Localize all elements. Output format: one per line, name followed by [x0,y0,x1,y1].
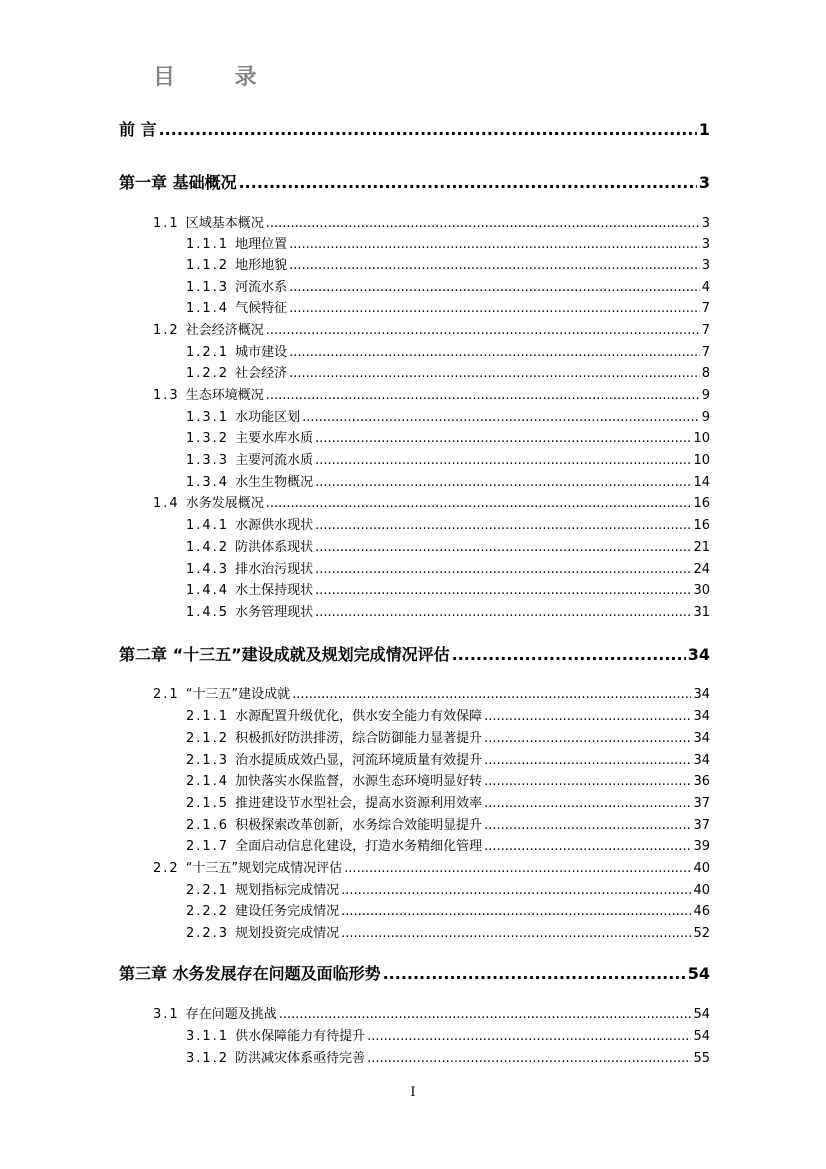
toc-entry-number: 1.3.1 [186,410,230,425]
dot-leader [159,119,697,141]
toc-title: 目 录 [153,65,283,90]
toc-entry-title: 推进建设节水型社会，提高水资源利用效率 [235,796,483,811]
toc-entry-number: 1.3.3 [186,453,230,468]
toc-entry-title: 水务管理现状 [235,605,314,620]
toc-entry-number: 1.3.4 [186,475,230,490]
toc-entry-subsection[interactable] [186,516,710,535]
toc-entry-page: 52 [693,926,710,941]
toc-entry-subsection[interactable] [186,729,710,748]
dot-leader [315,560,691,579]
toc-entry-page: 3 [701,237,710,252]
toc-entry-page: 14 [693,475,710,490]
dot-leader [315,473,691,492]
toc-entry-page: 39 [693,839,710,854]
toc-entry-title: 水土保持现状 [235,583,314,598]
toc-entry-section[interactable] [153,685,710,704]
dot-leader [484,772,691,791]
dot-leader [289,299,700,318]
toc-entry-page: 7 [701,345,710,360]
toc-entry-title: “十三五”建设成就 [185,687,291,702]
dot-leader [484,816,691,835]
dot-leader [367,1027,691,1046]
toc-entry-subsection[interactable] [186,408,710,427]
toc-entry-number: 2.2.2 [186,904,230,919]
toc-entry-page: 10 [693,431,710,446]
toc-entry-subsection[interactable] [186,603,710,622]
toc-entry-title: 水源供水现状 [235,518,314,533]
toc-entry-page: 37 [693,796,710,811]
toc-entry-number: 1.4.1 [186,518,230,533]
toc-entry-page: 55 [693,1051,710,1066]
toc-entry-title: 积极抓好防洪排涝，综合防御能力显著提升 [235,731,483,746]
toc-entry-number: 2.1 [153,687,180,702]
toc-entry-section[interactable] [153,214,710,233]
toc-entry-subsection[interactable] [186,902,710,921]
toc-entry-number: 1.2.1 [186,345,230,360]
dot-leader [289,278,700,297]
toc-entry-subsection[interactable] [186,881,710,900]
dot-leader [484,729,691,748]
toc-entry-title: 防洪减灾体系亟待完善 [235,1051,366,1066]
toc-entry-subsection[interactable] [186,707,710,726]
toc-entry-number: 1.4 [153,496,180,511]
toc-entry-title: 积极探索改革创新，水务综合效能明显提升 [235,818,483,833]
toc-entry-title: 水生生物概况 [235,475,314,490]
toc-entry-title: 全面启动信息化建设，打造水务精细化管理 [235,839,483,854]
toc-entry-title: 前 言 [119,120,157,139]
toc-entry-number: 2.1.2 [186,731,230,746]
toc-entry-title: 地理位置 [235,237,288,252]
toc-entry-section[interactable] [153,859,710,878]
toc-entry-number: 3.1.1 [186,1029,230,1044]
toc-entry-page: 34 [693,753,710,768]
dot-leader [344,859,691,878]
toc-entry-subsection[interactable] [186,837,710,856]
toc-entry-title: 区域基本概况 [185,216,264,231]
toc-entry-page: 37 [693,818,710,833]
toc-entry-page: 21 [693,540,710,555]
dot-leader [341,881,691,900]
toc-entry-title: 第一章 基础概况 [119,173,237,192]
toc-entry-subsection[interactable] [186,429,710,448]
toc-entry-subsection[interactable] [186,560,710,579]
toc-entry-title: 存在问题及挑战 [185,1007,277,1022]
dot-leader [289,364,700,383]
page-number: I [410,1085,416,1100]
toc-entry-number: 3.1 [153,1007,180,1022]
toc-entry-number: 2.1.6 [186,818,230,833]
toc-entry-number: 1.1.4 [186,301,230,316]
toc-entry-title: 河流水系 [235,280,288,295]
toc-entry-subsection[interactable] [186,924,710,943]
toc-entry-title: 建设任务完成情况 [235,904,340,919]
toc-entry-subsection[interactable] [186,581,710,600]
toc-entry-subsection[interactable] [186,343,710,362]
toc-entry-subsection[interactable] [186,751,710,770]
toc-entry-subsection[interactable] [186,256,710,275]
toc-entry-page: 54 [687,964,710,983]
dot-leader [484,794,691,813]
dot-leader [266,494,692,513]
toc-entry-number: 1.1.2 [186,258,230,273]
toc-entry-number: 2.2.1 [186,883,230,898]
dot-leader [315,538,691,557]
toc-entry-title: 生态环境概况 [185,388,264,403]
toc-entry-title: 水务发展概况 [185,496,264,511]
toc-entry-title: 第三章 水务发展存在问题及面临形势 [119,964,381,983]
toc-entry-subsection[interactable] [186,235,710,254]
toc-entry-section[interactable] [153,1005,710,1024]
toc-entry-page: 34 [693,709,710,724]
toc-entry-title: 规划指标完成情况 [235,883,340,898]
toc-entry-title: 水功能区划 [235,410,301,425]
dot-leader [239,172,697,194]
toc-entry-subsection[interactable] [186,1027,710,1046]
toc-entry-page: 4 [701,280,710,295]
toc-entry-page: 34 [693,687,710,702]
toc-entry-number: 2.1.7 [186,839,230,854]
dot-leader [452,644,686,666]
dot-leader [383,963,686,985]
toc-entry-title: 排水治污现状 [235,562,314,577]
toc-entry-title: 主要水库水质 [235,431,314,446]
toc-entry-page: 34 [693,731,710,746]
dot-leader [315,516,691,535]
toc-entry-number: 1.3.2 [186,431,230,446]
dot-leader [341,924,691,943]
dot-leader [341,902,691,921]
dot-leader [484,837,691,856]
toc-entry-subsection[interactable] [186,816,710,835]
toc-entry-subsection[interactable] [186,772,710,791]
toc-entry-page: 16 [693,518,710,533]
toc-entry-number: 2.1.1 [186,709,230,724]
toc-entry-page: 8 [701,366,710,381]
toc-entry-number: 1.2.2 [186,366,230,381]
toc-entry-number: 1.4.5 [186,605,230,620]
dot-leader [484,707,691,726]
toc-entry-title: 社会经济概况 [185,323,264,338]
toc-entry-number: 2.2 [153,861,180,876]
toc-entry-title: 气候特征 [235,301,288,316]
toc-entry-page: 7 [701,301,710,316]
toc-entry-subsection[interactable] [186,473,710,492]
dot-leader [289,235,700,254]
toc-entry-title: 供水保障能力有待提升 [235,1029,366,1044]
dot-leader [484,751,691,770]
toc-entry-preface[interactable] [119,119,710,141]
toc-entry-section[interactable] [153,321,710,340]
toc-entry-page: 54 [693,1007,710,1022]
toc-entry-title: 社会经济 [235,366,288,381]
dot-leader [266,321,700,340]
toc-entry-number: 1.2 [153,323,180,338]
toc-entry-subsection[interactable] [186,1049,710,1068]
toc-entry-page: 3 [698,173,710,192]
toc-entry-page: 31 [693,605,710,620]
toc-entry-page: 3 [701,216,710,231]
toc-entry-number: 3.1.2 [186,1051,230,1066]
toc-entry-page: 54 [693,1029,710,1044]
toc-entry-subsection[interactable] [186,278,710,297]
dot-leader [266,386,700,405]
toc-entry-page: 36 [693,774,710,789]
dot-leader [367,1049,691,1068]
toc-entry-number: 1.4.4 [186,583,230,598]
toc-entry-number: 1.3 [153,388,180,403]
toc-entry-page: 30 [693,583,710,598]
dot-leader [315,581,691,600]
toc-entry-title: 水源配置升级优化，供水安全能力有效保障 [235,709,483,724]
toc-entry-number: 2.1.3 [186,753,230,768]
toc-entry-number: 2.1.5 [186,796,230,811]
dot-leader [289,256,700,275]
toc-entry-title: 城市建设 [235,345,288,360]
toc-entry-title: “十三五”规划完成情况评估 [185,861,343,876]
toc-entry-chapter[interactable] [119,963,710,985]
toc-entry-number: 2.2.3 [186,926,230,941]
dot-leader [315,429,691,448]
toc-entry-title: 地形地貌 [235,258,288,273]
toc-entry-subsection[interactable] [186,451,710,470]
toc-entry-page: 16 [693,496,710,511]
dot-leader [292,685,691,704]
toc-entry-subsection[interactable] [186,794,710,813]
dot-leader [302,408,700,427]
toc-entry-title: 第二章 “十三五”建设成就及规划完成情况评估 [119,645,450,664]
toc-entry-page: 7 [701,323,710,338]
toc-entry-title: 加快落实水保监督，水源生态环境明显好转 [235,774,483,789]
toc-entry-subsection[interactable] [186,538,710,557]
toc-entry-page: 46 [693,904,710,919]
toc-entry-number: 1.1 [153,216,180,231]
toc-entry-title: 规划投资完成情况 [235,926,340,941]
toc-entry-number: 1.1.3 [186,280,230,295]
dot-leader [279,1005,692,1024]
toc-entry-page: 24 [693,562,710,577]
toc-entry-section[interactable] [153,386,710,405]
toc-entry-title: 主要河流水质 [235,453,314,468]
toc-entry-page: 9 [701,410,710,425]
toc-entry-title: 防洪体系现状 [235,540,314,555]
dot-leader [315,451,691,470]
toc-entry-number: 1.4.2 [186,540,230,555]
toc-entry-chapter[interactable] [119,644,710,666]
toc-entry-number: 1.4.3 [186,562,230,577]
toc-entry-page: 34 [687,645,710,664]
toc-entry-chapter[interactable] [119,172,710,194]
toc-entry-subsection[interactable] [186,364,710,383]
toc-entry-page: 3 [701,258,710,273]
dot-leader [289,343,700,362]
toc-entry-number: 1.1.1 [186,237,230,252]
toc-entry-title: 治水提质成效凸显，河流环境质量有效提升 [235,753,483,768]
dot-leader [315,603,691,622]
toc-entry-number: 2.1.4 [186,774,230,789]
toc-entry-page: 1 [698,120,710,139]
toc-entry-page: 10 [693,453,710,468]
toc-entry-page: 9 [701,388,710,403]
toc-entry-page: 40 [693,861,710,876]
toc-entry-subsection[interactable] [186,299,710,318]
toc-entry-section[interactable] [153,494,710,513]
toc-entry-page: 40 [693,883,710,898]
dot-leader [266,214,700,233]
